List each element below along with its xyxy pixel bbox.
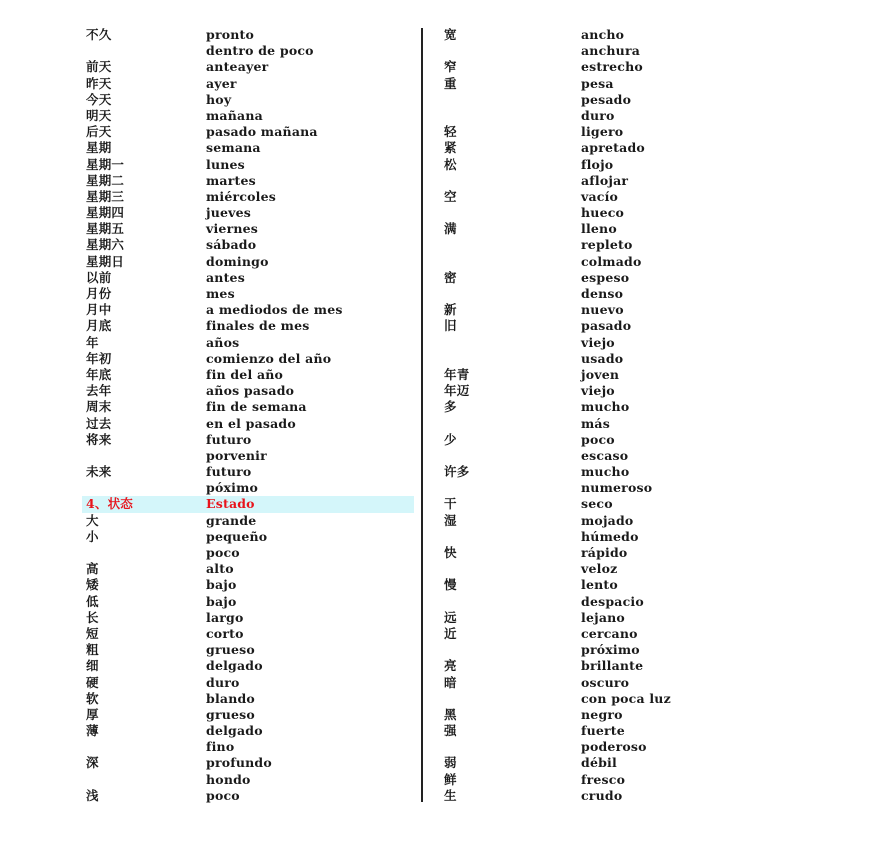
vocab-row xyxy=(444,529,744,545)
vocab-row xyxy=(444,351,744,367)
chinese-term: 硬 xyxy=(86,674,99,690)
vocab-row xyxy=(444,270,744,286)
chinese-term: 黑 xyxy=(444,706,457,722)
column-divider xyxy=(421,28,423,802)
spanish-translation: bajo xyxy=(206,577,237,593)
vocab-row xyxy=(444,545,744,561)
spanish-translation: despacio xyxy=(581,593,644,609)
vocab-row xyxy=(86,626,414,642)
vocab-row xyxy=(86,205,414,221)
spanish-translation: oscuro xyxy=(581,674,630,690)
spanish-translation: brillante xyxy=(581,658,644,674)
spanish-translation: fino xyxy=(206,739,235,755)
chinese-term: 少 xyxy=(444,431,457,447)
vocab-row xyxy=(444,157,744,173)
spanish-translation: viejo xyxy=(581,383,615,399)
spanish-translation: años pasado xyxy=(206,383,295,399)
vocab-row xyxy=(86,788,414,804)
spanish-translation: sábado xyxy=(206,237,257,253)
spanish-translation: pasado xyxy=(581,318,632,334)
chinese-term: 前天 xyxy=(86,59,112,75)
chinese-term: 重 xyxy=(444,75,457,91)
spanish-translation: denso xyxy=(581,286,624,301)
spanish-translation: negro xyxy=(581,706,623,722)
spanish-translation: flojo xyxy=(581,156,614,172)
spanish-translation: pesa xyxy=(581,75,614,91)
vocab-row xyxy=(86,108,414,124)
spanish-translation: mañana xyxy=(206,107,263,123)
spanish-translation: años xyxy=(206,334,240,350)
chinese-term: 厚 xyxy=(86,706,99,722)
vocab-row xyxy=(86,383,414,399)
vocab-row xyxy=(86,351,414,367)
vocab-row xyxy=(86,43,414,59)
vocab-row xyxy=(444,140,744,156)
chinese-term: 去年 xyxy=(86,383,112,399)
vocab-row xyxy=(444,108,744,124)
spanish-translation: delgado xyxy=(206,658,263,674)
vocab-row xyxy=(444,755,744,771)
vocab-row xyxy=(86,772,414,788)
spanish-translation: profundo xyxy=(206,755,272,771)
vocab-row xyxy=(444,76,744,92)
vocab-row xyxy=(86,237,414,253)
chinese-term: 周末 xyxy=(86,399,112,415)
vocab-row xyxy=(444,675,744,691)
spanish-translation: fuerte xyxy=(581,723,625,739)
vocab-row xyxy=(444,254,744,270)
spanish-translation: grueso xyxy=(206,706,255,722)
vocab-row xyxy=(444,496,744,512)
chinese-term: 过去 xyxy=(86,415,112,431)
spanish-translation: viejo xyxy=(581,334,615,350)
spanish-translation: a mediodos de mes xyxy=(206,302,343,318)
vocab-row xyxy=(444,691,744,707)
chinese-term: 薄 xyxy=(86,723,99,739)
vocab-row xyxy=(444,367,744,383)
spanish-translation: veloz xyxy=(581,561,618,577)
chinese-term: 未来 xyxy=(86,464,112,480)
vocab-row xyxy=(86,448,414,464)
chinese-term: 亮 xyxy=(444,658,457,674)
vocab-row xyxy=(444,448,744,464)
spanish-translation: vacío xyxy=(581,188,619,204)
vocab-row xyxy=(86,642,414,658)
spanish-translation: comienzo del año xyxy=(206,350,332,366)
vocab-row xyxy=(86,739,414,755)
chinese-term: 窄 xyxy=(444,59,457,75)
chinese-term: 粗 xyxy=(86,642,99,658)
vocab-row xyxy=(444,205,744,221)
spanish-translation: póximo xyxy=(206,480,259,496)
vocab-row xyxy=(86,140,414,156)
spanish-translation: poderoso xyxy=(581,739,647,755)
spanish-translation: lento xyxy=(581,577,618,593)
spanish-translation: poco xyxy=(206,545,240,560)
chinese-term: 矮 xyxy=(86,577,99,593)
chinese-term: 生 xyxy=(444,787,457,803)
vocab-row xyxy=(86,480,414,496)
chinese-term: 干 xyxy=(444,496,457,512)
vocab-row xyxy=(444,27,744,43)
chinese-term: 小 xyxy=(86,528,99,544)
spanish-translation: fin del año xyxy=(206,366,284,382)
vocab-row xyxy=(86,610,414,626)
spanish-translation: poco xyxy=(581,431,615,447)
spanish-translation: corto xyxy=(206,625,244,641)
vocab-row xyxy=(86,221,414,237)
chinese-term: 昨天 xyxy=(86,75,112,91)
chinese-term: 松 xyxy=(444,156,457,172)
vocab-row xyxy=(444,658,744,674)
chinese-term: 短 xyxy=(86,625,99,641)
chinese-term: 轻 xyxy=(444,124,457,140)
vocab-row xyxy=(444,642,744,658)
vocab-row xyxy=(86,723,414,739)
chinese-term: 快 xyxy=(444,545,457,560)
spanish-translation: pronto xyxy=(206,27,255,42)
spanish-translation: fresco xyxy=(581,771,626,787)
chinese-term: 满 xyxy=(444,221,457,237)
vocab-row xyxy=(444,561,744,577)
vocab-row xyxy=(444,237,744,253)
chinese-term: 新 xyxy=(444,302,457,318)
spanish-translation: semana xyxy=(206,140,261,156)
spanish-translation: viernes xyxy=(206,221,259,237)
chinese-term: 深 xyxy=(86,755,99,771)
spanish-translation: ayer xyxy=(206,75,237,91)
vocab-row xyxy=(86,286,414,302)
spanish-translation: espeso xyxy=(581,269,630,285)
vocab-row xyxy=(86,76,414,92)
vocab-row xyxy=(86,302,414,318)
spanish-translation: futuro xyxy=(206,464,252,480)
vocab-row xyxy=(444,221,744,237)
chinese-term: 年初 xyxy=(86,350,112,366)
vocab-row xyxy=(86,157,414,173)
vocab-row xyxy=(444,43,744,59)
chinese-term: 年 xyxy=(86,334,99,350)
vocab-row xyxy=(86,755,414,771)
spanish-translation: duro xyxy=(581,107,615,123)
vocab-row xyxy=(444,626,744,642)
spanish-translation: crudo xyxy=(581,787,623,803)
spanish-translation: futuro xyxy=(206,431,252,447)
spanish-translation: jueves xyxy=(206,205,252,221)
vocab-row xyxy=(86,124,414,140)
chinese-term: 月底 xyxy=(86,318,112,334)
vocab-row xyxy=(444,399,744,415)
vocab-row xyxy=(86,367,414,383)
spanish-translation: antes xyxy=(206,269,245,285)
spanish-translation: hoy xyxy=(206,91,232,107)
chinese-term: 宽 xyxy=(444,27,457,42)
vocab-row xyxy=(86,416,414,432)
chinese-term: 近 xyxy=(444,625,457,641)
chinese-term: 鲜 xyxy=(444,771,457,787)
vocab-row xyxy=(86,594,414,610)
vocab-row xyxy=(444,189,744,205)
chinese-term: 旧 xyxy=(444,318,457,334)
chinese-term: 星期五 xyxy=(86,221,125,237)
chinese-term: 年迈 xyxy=(444,383,470,399)
spanish-translation: rápido xyxy=(581,545,628,560)
vocab-row xyxy=(86,675,414,691)
vocab-row xyxy=(86,513,414,529)
chinese-term: 月份 xyxy=(86,286,112,301)
spanish-translation: colmado xyxy=(581,253,642,269)
spanish-translation: cercano xyxy=(581,625,638,641)
vocab-row xyxy=(444,513,744,529)
chinese-term: 空 xyxy=(444,188,457,204)
left-vocabulary-column xyxy=(86,27,414,804)
spanish-translation: pasado mañana xyxy=(206,124,318,140)
spanish-translation: mojado xyxy=(581,512,634,528)
spanish-translation: usado xyxy=(581,350,624,366)
vocab-row xyxy=(86,59,414,75)
spanish-translation: ligero xyxy=(581,124,624,140)
vocab-row xyxy=(444,286,744,302)
chinese-term: 高 xyxy=(86,561,99,577)
chinese-term: 年底 xyxy=(86,366,112,382)
vocab-row xyxy=(86,691,414,707)
spanish-translation: lunes xyxy=(206,156,245,172)
vocab-row xyxy=(86,464,414,480)
chinese-term: 星期四 xyxy=(86,205,125,221)
chinese-term: 软 xyxy=(86,690,99,706)
vocab-row xyxy=(444,788,744,804)
chinese-term: 星期日 xyxy=(86,253,125,269)
vocab-row xyxy=(86,27,414,43)
vocab-row xyxy=(86,399,414,415)
vocab-row xyxy=(444,432,744,448)
vocab-row xyxy=(86,529,414,545)
spanish-translation: pesado xyxy=(581,91,632,107)
chinese-term: 年青 xyxy=(444,366,470,382)
spanish-translation: duro xyxy=(206,674,240,690)
vocab-row xyxy=(444,335,744,351)
spanish-translation: domingo xyxy=(206,253,269,269)
spanish-translation: blando xyxy=(206,690,255,706)
chinese-term: 星期三 xyxy=(86,188,125,204)
spanish-translation: húmedo xyxy=(581,528,639,544)
vocab-row xyxy=(86,92,414,108)
spanish-translation: poco xyxy=(206,787,240,803)
vocab-row xyxy=(444,302,744,318)
chinese-term: 湿 xyxy=(444,512,457,528)
spanish-translation: lejano xyxy=(581,609,625,625)
chinese-term: 慢 xyxy=(444,577,457,593)
vocab-row xyxy=(444,594,744,610)
chinese-term: 密 xyxy=(444,269,457,285)
chinese-term: 强 xyxy=(444,723,457,739)
vocab-row xyxy=(86,254,414,270)
vocab-row xyxy=(86,577,414,593)
vocab-row xyxy=(444,173,744,189)
spanish-translation: porvenir xyxy=(206,447,267,463)
spanish-translation: largo xyxy=(206,609,244,625)
chinese-term: 明天 xyxy=(86,107,112,123)
vocab-row xyxy=(444,416,744,432)
chinese-term: 弱 xyxy=(444,755,457,771)
chinese-term: 长 xyxy=(86,609,99,625)
right-vocabulary-column xyxy=(444,27,744,804)
chinese-term: 星期二 xyxy=(86,172,125,188)
spanish-translation: martes xyxy=(206,172,256,188)
vocab-row xyxy=(86,335,414,351)
spanish-translation: grueso xyxy=(206,642,255,658)
chinese-term: 紧 xyxy=(444,140,457,156)
spanish-translation: repleto xyxy=(581,237,633,253)
spanish-translation: miércoles xyxy=(206,188,277,204)
vocab-row xyxy=(444,739,744,755)
spanish-translation: mes xyxy=(206,286,235,301)
spanish-translation: en el pasado xyxy=(206,415,296,431)
vocab-row xyxy=(444,383,744,399)
vocab-row xyxy=(444,464,744,480)
spanish-translation: anteayer xyxy=(206,59,269,75)
spanish-translation: hueco xyxy=(581,205,625,221)
chinese-term: 低 xyxy=(86,593,99,609)
spanish-translation: bajo xyxy=(206,593,237,609)
spanish-translation: con poca luz xyxy=(581,690,671,706)
vocab-row xyxy=(444,480,744,496)
vocab-row xyxy=(86,707,414,723)
chinese-term: 细 xyxy=(86,658,99,674)
chinese-term: 以前 xyxy=(86,269,112,285)
vocab-row xyxy=(86,173,414,189)
spanish-translation: finales de mes xyxy=(206,318,310,334)
vocab-row xyxy=(444,610,744,626)
chinese-term: 远 xyxy=(444,609,457,625)
spanish-translation: nuevo xyxy=(581,302,624,318)
spanish-translation: hondo xyxy=(206,771,251,787)
section-heading-row xyxy=(82,496,414,512)
vocab-row xyxy=(444,707,744,723)
chinese-term: 许多 xyxy=(444,464,470,480)
vocab-row xyxy=(444,723,744,739)
spanish-translation: próximo xyxy=(581,642,640,658)
spanish-translation: seco xyxy=(581,496,613,512)
spanish-translation: escaso xyxy=(581,447,629,463)
vocab-row xyxy=(86,561,414,577)
spanish-translation: numeroso xyxy=(581,480,653,496)
spanish-translation: dentro de poco xyxy=(206,43,314,59)
spanish-translation: mucho xyxy=(581,399,630,415)
chinese-term: 大 xyxy=(86,512,99,528)
spanish-translation: anchura xyxy=(581,43,641,59)
chinese-term: 星期六 xyxy=(86,237,125,253)
chinese-term: 星期一 xyxy=(86,156,125,172)
chinese-term: 月中 xyxy=(86,302,112,318)
chinese-term: 今天 xyxy=(86,91,112,107)
chinese-term: 暗 xyxy=(444,674,457,690)
section-heading-chinese: 4、状态 xyxy=(86,496,133,512)
chinese-term: 后天 xyxy=(86,124,112,140)
chinese-term: 多 xyxy=(444,399,457,415)
spanish-translation: apretado xyxy=(581,140,645,156)
chinese-term: 不久 xyxy=(86,27,112,42)
vocab-row xyxy=(86,270,414,286)
vocab-row xyxy=(86,432,414,448)
vocab-row xyxy=(444,318,744,334)
vocab-row xyxy=(86,318,414,334)
chinese-term: 将来 xyxy=(86,431,112,447)
spanish-translation: grande xyxy=(206,512,257,528)
spanish-translation: ancho xyxy=(581,27,625,42)
spanish-translation: débil xyxy=(581,755,617,771)
spanish-translation: alto xyxy=(206,561,234,577)
chinese-term: 浅 xyxy=(86,787,99,803)
vocab-row xyxy=(86,189,414,205)
spanish-translation: lleno xyxy=(581,221,617,237)
spanish-translation: aflojar xyxy=(581,172,629,188)
vocab-row xyxy=(444,772,744,788)
spanish-translation: pequeño xyxy=(206,528,268,544)
vocab-row xyxy=(444,59,744,75)
spanish-translation: fin de semana xyxy=(206,399,307,415)
spanish-translation: más xyxy=(581,415,610,431)
vocab-row xyxy=(444,124,744,140)
spanish-translation: delgado xyxy=(206,723,263,739)
vocab-row xyxy=(86,658,414,674)
spanish-translation: estrecho xyxy=(581,59,643,75)
section-heading-spanish: Estado xyxy=(206,496,255,512)
vocab-row xyxy=(444,577,744,593)
vocab-row xyxy=(86,545,414,561)
spanish-translation: mucho xyxy=(581,464,630,480)
chinese-term: 星期 xyxy=(86,140,112,156)
spanish-translation: joven xyxy=(581,366,620,382)
vocab-row xyxy=(444,92,744,108)
